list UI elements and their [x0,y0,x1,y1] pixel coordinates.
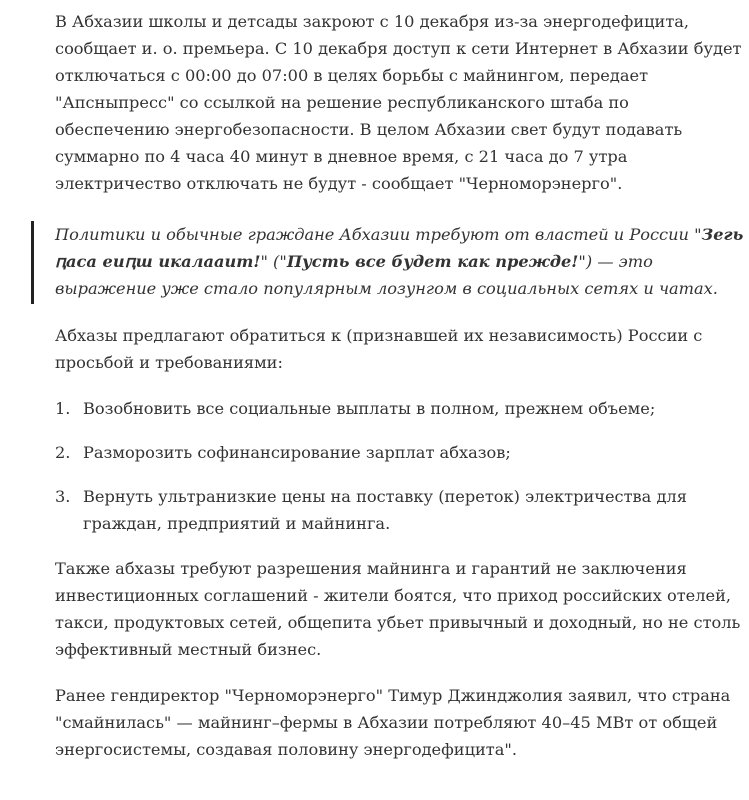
paragraph-ceo-statement: Ранее гендиректор "Черноморэнерго" Тимур Джинджолия заявил, что страна "смайнилась" — майнинг–фермы в Абхазии потребляют 40–45 МВт от общей энергосистемы, создавая половину энергодефицита". [55,686,731,759]
quote-text-before: Политики и обычные граждане Абхазии требуют от властей и России " [55,225,702,244]
list-item-number: 1. [55,399,71,418]
quote-text-after: ") — это выражение уже стало популярным лозунгом в социальных сетях и чатах. [55,252,718,298]
list-item-text: Разморозить софинансирование зарплат абхазов; [83,443,511,462]
blockquote-bar [31,221,34,304]
list-item [55,483,745,537]
list-item-text: Возобновить все социальные выплаты в полном, прежнем объеме; [83,399,656,418]
paragraph-requests-intro: Абхазы предлагают обратиться к (признавшей их независимость) России с просьбой и требованиями: [55,326,703,372]
list-item-number: 3. [55,487,71,506]
list-item-text: Вернуть ультранизкие цены на поставку (переток) электричества для граждан, предприятий и майнинга. [83,487,687,533]
slogan-blockquote [31,221,745,302]
list-item [55,395,745,422]
list-item-number: 2. [55,443,71,462]
quote-slogan-russian: Пусть все будет как прежде! [286,252,579,271]
article-body [55,8,745,782]
quote-text-middle: " (" [260,252,287,271]
paragraph-energy-deficit: В Абхазии школы и детсады закроют с 10 декабря из-за энергодефицита, сообщает и. о. премьера. С 10 декабря доступ к сети Интернет в Абхазии будет отключаться с 00:00 до 07:00 в целях борьбы с майнингом, передает "Апсныпресс" со ссылкой на решение республиканского штаба по обеспечению энергобезопасности. В целом Абхазии свет будут подавать суммарно по 4 часа 40 минут в дневное время, с 21 часа до 7 утра электричество отключать не будут - сообщает "Черноморэнерго". [55,12,742,193]
demands-list [55,395,745,537]
list-item [55,439,745,466]
quote-slogan-abkhaz: Зегь ԥаса еиԥш икалааит! [55,225,744,271]
paragraph-mining-demands: Также абхазы требуют разрешения майнинга и гарантий не заключения инвестиционных соглашений - жители боятся, что приход российских отелей, такси, продуктовых сетей, общепита убьет привычный и доходный, но не столь эффективный местный бизнес. [55,559,741,659]
